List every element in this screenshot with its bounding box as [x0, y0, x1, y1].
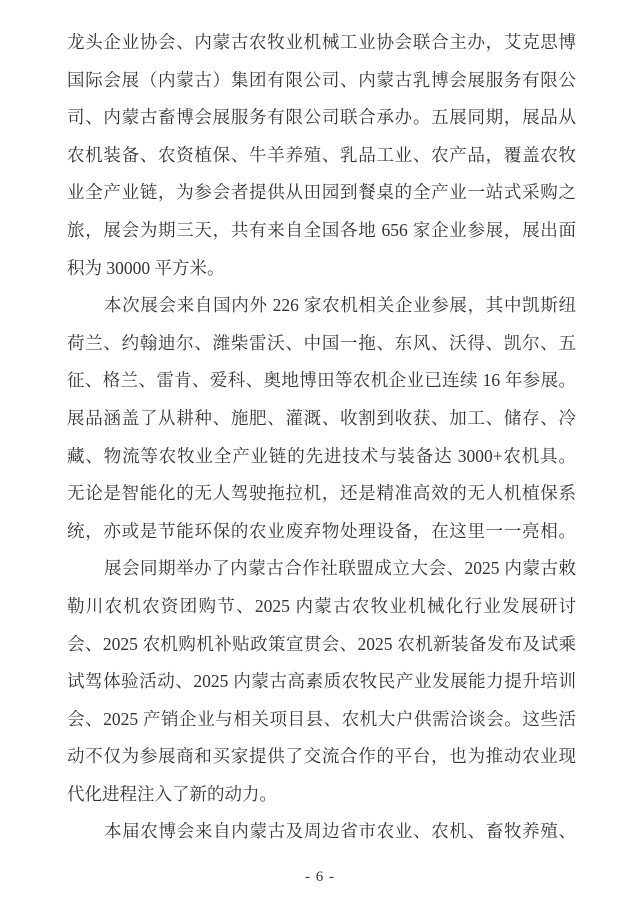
text-line: 展品涵盖了从耕种、施肥、灌溉、收割到收获、加工、储存、冷: [67, 407, 576, 428]
text-line: 征、格兰、雷肯、爱科、奥地博田等农机企业已连续 16 年参展。: [67, 370, 576, 391]
text-line: 旅，展会为期三天，共有来自全国各地 656 家企业参展，展出面: [67, 219, 576, 240]
text-line: 藏、物流等农牧业全产业链的先进技术与装备达 3000+农机具。: [67, 445, 576, 466]
text-line: 业全产业链，为参会者提供从田园到餐桌的全产业一站式采购之: [67, 182, 576, 203]
text-line: 无论是智能化的无人驾驶拖拉机，还是精准高效的无人机植保系: [67, 483, 576, 504]
text-line: 国际会展（内蒙古）集团有限公司、内蒙古乳博会展服务有限公: [67, 69, 576, 90]
text-line: 勒川农机农资团购节、2025 内蒙古农牧业机械化行业发展研讨: [67, 595, 576, 616]
text-line: 会、2025 产销企业与相关项目县、农机大户供需洽谈会。这些活: [67, 708, 576, 729]
text-line: 积为 30000 平方米。: [67, 257, 225, 278]
text-line: 龙头企业协会、内蒙古农牧业机械工业协会联合主办，艾克思博: [67, 32, 576, 52]
body-text: [67, 24, 576, 851]
text-line: 农机装备、农资植保、牛羊养殖、乳品工业、农产品，覆盖农牧: [67, 144, 576, 165]
text-line: 本届农博会来自内蒙古及周边省市农业、农机、畜牧养殖、: [104, 821, 576, 842]
page-footer: [0, 869, 640, 886]
text-line: 代化进程注入了新的动力。: [67, 783, 277, 804]
text-line: 会、2025 农机购机补贴政策宣贯会、2025 农机新装备发布及试乘: [67, 633, 576, 654]
page-number: - 6 -: [305, 869, 335, 885]
text-line: 本次展会来自国内外 226 家农机相关企业参展，其中凯斯纽: [104, 295, 576, 316]
text-line: 展会同期举办了内蒙古合作社联盟成立大会、2025 内蒙古敕: [104, 558, 576, 579]
text-line: 统，亦或是节能环保的农业废弃物处理设备，在这里一一亮相。: [67, 520, 576, 541]
text-line: 司、内蒙古畜博会展服务有限公司联合承办。五展同期，展品从: [67, 107, 576, 128]
text-line: 荷兰、约翰迪尔、潍柴雷沃、中国一拖、东风、沃得、凯尔、五: [67, 332, 576, 353]
text-line: 试驾体验活动、2025 内蒙古高素质农牧民产业发展能力提升培训: [67, 671, 576, 692]
text-line: 动不仅为参展商和买家提供了交流合作的平台，也为推动农业现: [67, 746, 576, 767]
